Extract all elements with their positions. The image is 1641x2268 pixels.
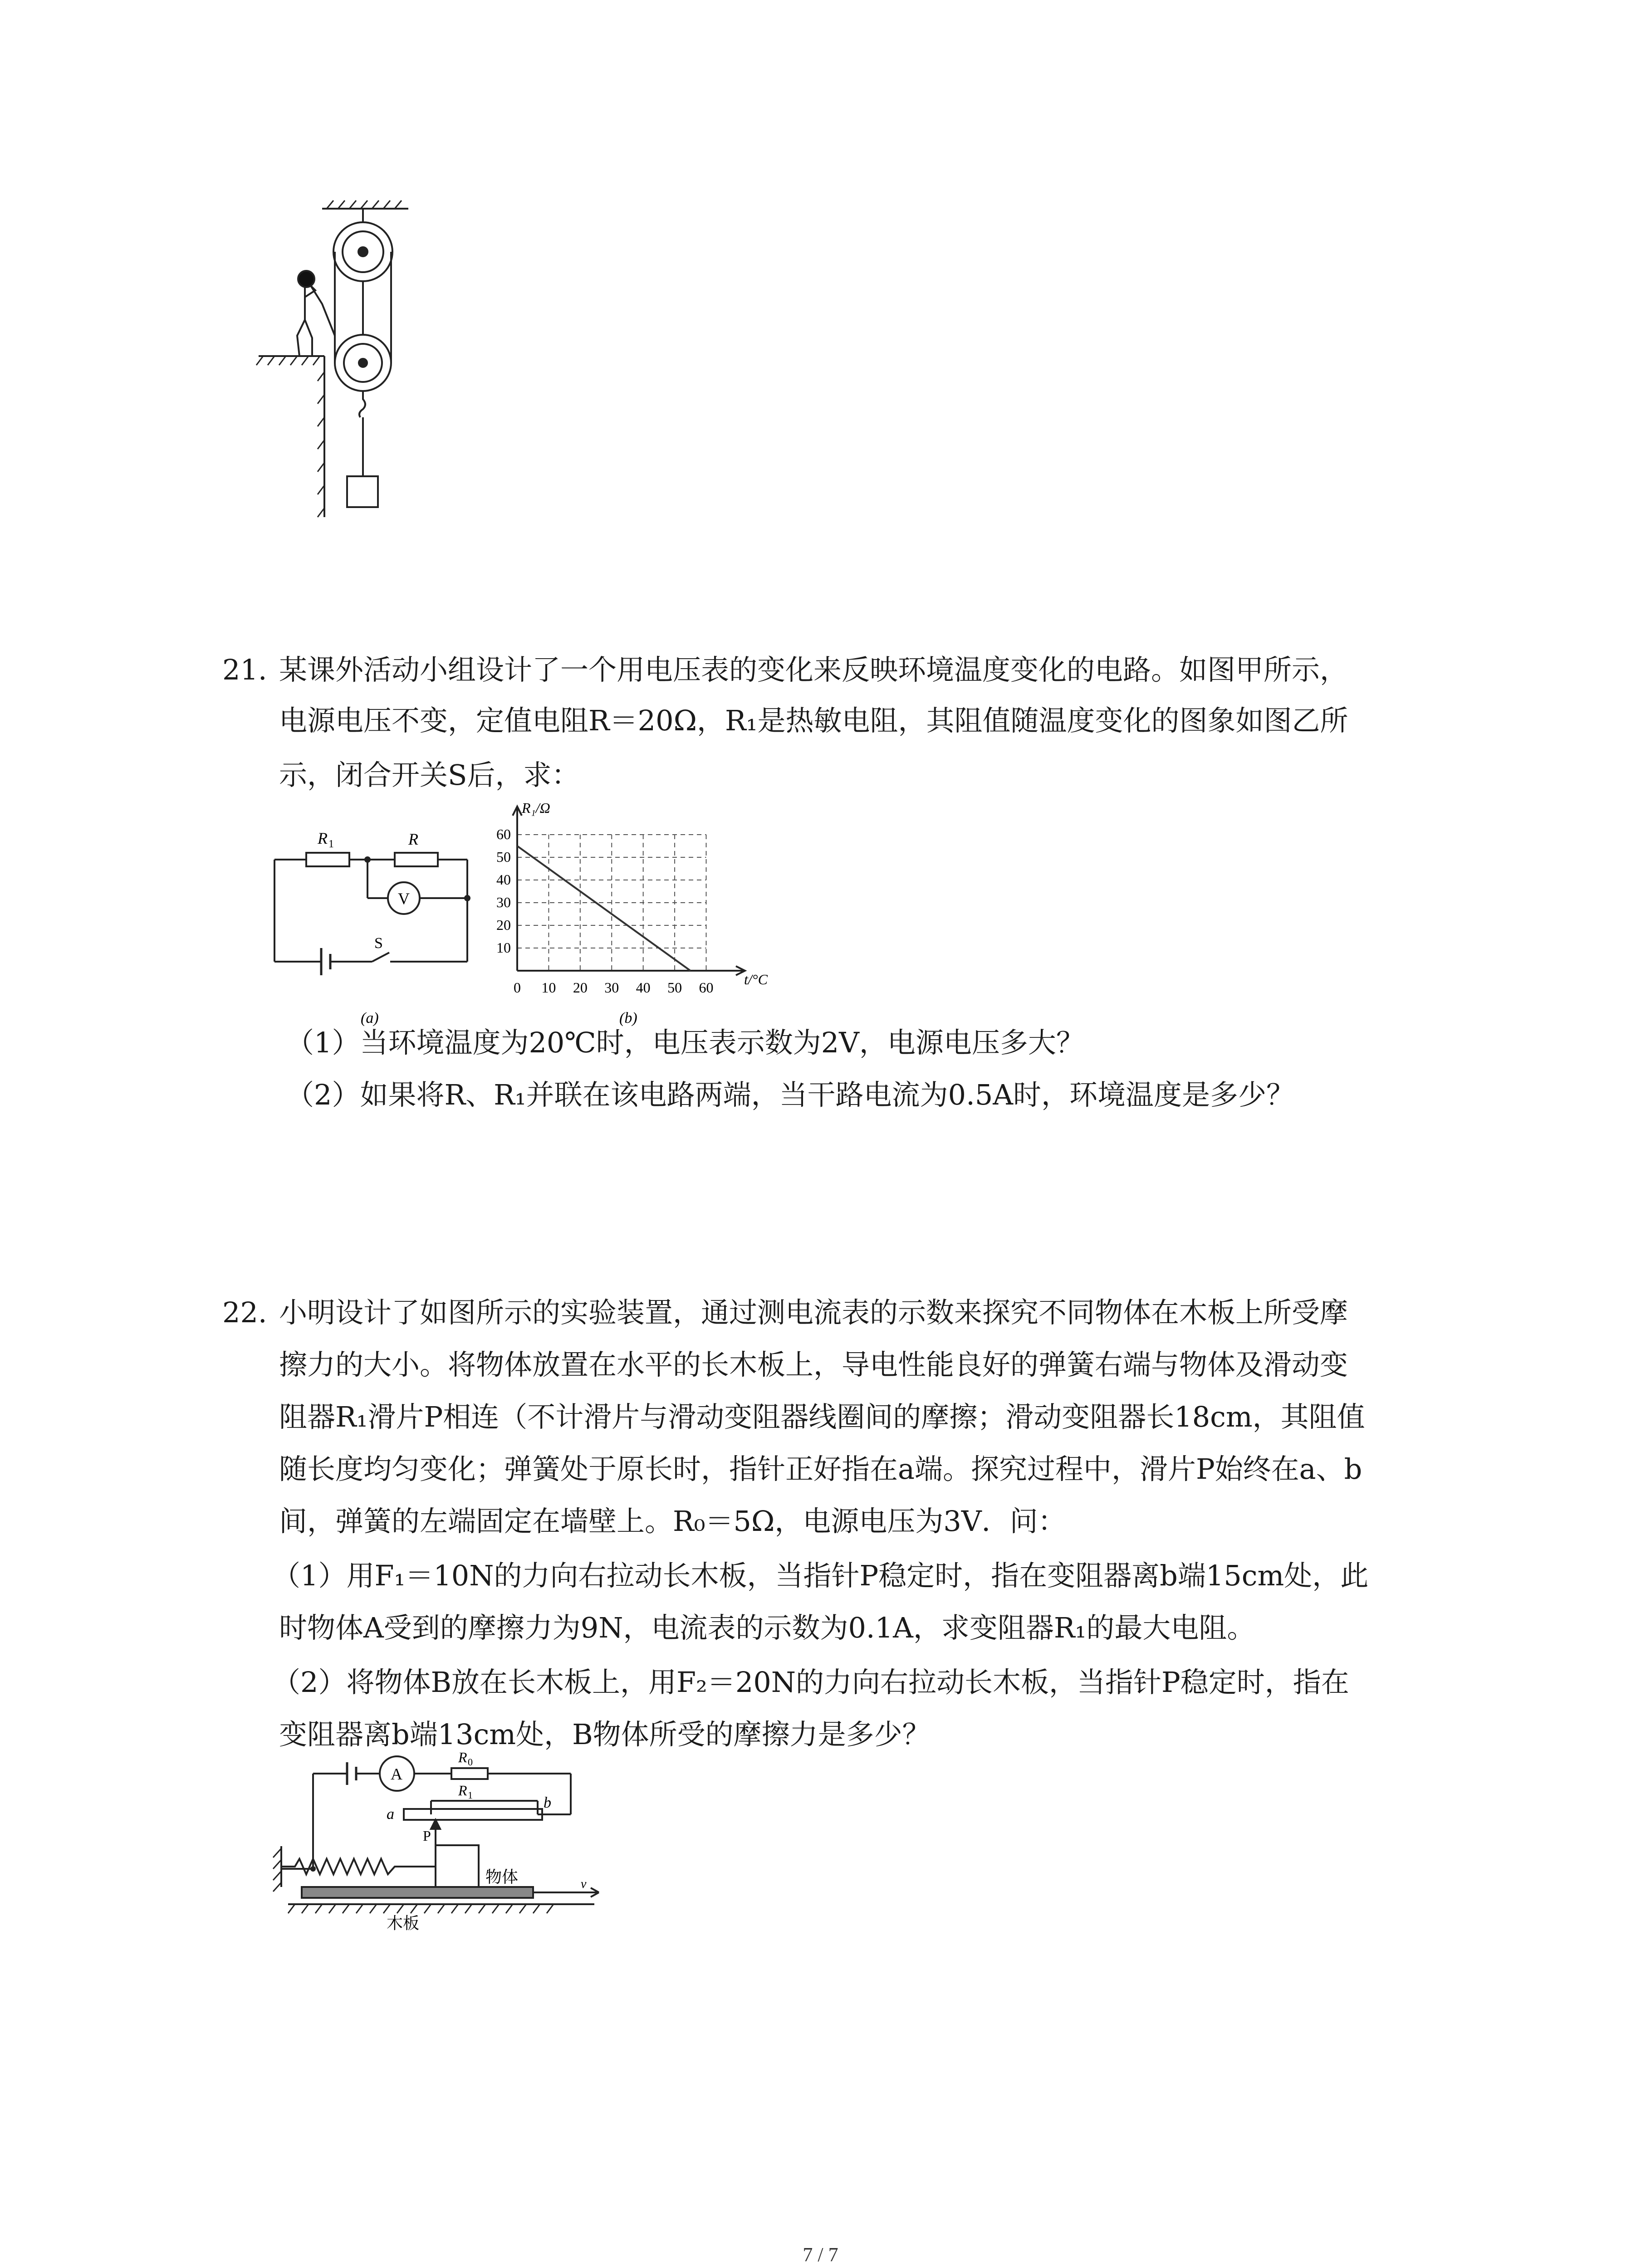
question-21-sub-2: （2）如果将R、R₁并联在该电路两端，当干路电流为0.5A时，环境温度是多少？ — [286, 1078, 1295, 1111]
chart21-x-tick-40: 40 — [636, 979, 651, 996]
question-22-sub-2-line-1: （2）将物体B放在长木板上，用F₂＝20N的力向右拉动长木板，当指针P稳定时，指在 — [272, 1666, 1349, 1699]
question-22-line-3: 阻器R₁滑片P相连（不计滑片与滑动变阻器线圈间的摩擦；滑动变阻器长18cm，其阻值 — [279, 1400, 1365, 1433]
chart21-x-tick-20: 20 — [573, 979, 588, 996]
fig22-label-r1: R — [458, 1782, 467, 1799]
question-22-sub-2-line-2: 变阻器离b端13cm处，B物体所受的摩擦力是多少？ — [279, 1718, 931, 1751]
question-21-number: 21. — [222, 653, 267, 686]
fig21a-label-r1: R — [318, 829, 328, 847]
question-21-line-3: 示，闭合开关S后，求： — [279, 758, 580, 792]
fig21a-label-r1-sub: 1 — [328, 838, 334, 850]
chart21-x-tick-60: 60 — [699, 979, 714, 996]
question-22-sub-1-line-2: 时物体A受到的摩擦力为9N，电流表的示数为0.1A，求变阻器R₁的最大电阻。 — [279, 1611, 1255, 1644]
chart21-y-tick-40: 40 — [496, 871, 511, 888]
chart21-y-axis-label: R₁/Ω — [522, 800, 550, 816]
fig22-label-p: P — [423, 1828, 431, 1844]
figure-21b-chart — [490, 794, 808, 1030]
fig22-label-b: b — [544, 1794, 551, 1811]
chart21-x-tick-50: 50 — [667, 979, 682, 996]
fig22-label-board: 木板 — [387, 1914, 420, 1932]
fig22-label-a: a — [387, 1806, 394, 1823]
question-22-line-1: 小明设计了如图所示的实验装置，通过测电流表的示数来探究不同物体在木板上所受摩 — [279, 1296, 1348, 1329]
question-22-number: 22. — [222, 1296, 267, 1329]
fig22-ammeter-label: A — [391, 1765, 402, 1783]
chart21-x-tick-0: 0 — [514, 979, 521, 996]
figure-21a-circuit — [268, 816, 481, 1030]
question-22-line-2: 擦力的大小。将物体放置在水平的长木板上，导电性能良好的弹簧右端与物体及滑动变 — [279, 1348, 1348, 1381]
page-number: 7 / 7 — [803, 2244, 838, 2266]
chart21-y-tick-10: 10 — [496, 939, 511, 956]
question-22-sub-1-line-1: （1）用F₁＝10N的力向右拉动长木板，当指针P稳定时，指在变阻器离b端15cm处，此 — [272, 1559, 1369, 1592]
question-21-sub-1: （1）当环境温度为20℃时，电压表示数为2V，电源电压多大？ — [286, 1026, 1084, 1059]
fig21a-label-v: V — [398, 890, 410, 908]
fig21b-caption: (b) — [619, 1010, 637, 1026]
chart21-x-tick-30: 30 — [604, 979, 619, 996]
question-21-line-2: 电源电压不变，定值电阻R＝20Ω，R₁是热敏电阻，其阻值随温度变化的图象如图乙所 — [279, 704, 1348, 737]
fig22-label-r1-sub: 1 — [468, 1789, 473, 1801]
fig21a-label-s: S — [374, 935, 383, 952]
fig22-label-object: 物体 — [485, 1868, 519, 1887]
chart21-y-tick-60: 60 — [496, 826, 511, 842]
fig22-label-v: v — [581, 1877, 587, 1891]
question-22-line-4: 随长度均匀变化；弹簧处于原长时，指针正好指在a端。探究过程中，滑片P始终在a、b — [279, 1452, 1362, 1486]
chart21-x-tick-10: 10 — [541, 979, 556, 996]
chart21-x-axis-label: t/°C — [744, 971, 768, 987]
chart21-y-tick-30: 30 — [496, 894, 511, 910]
question-22-line-5: 间，弹簧的左端固定在墙壁上。R₀＝5Ω，电源电压为3V．问： — [279, 1505, 1066, 1538]
fig22-label-r0-sub: 0 — [468, 1756, 473, 1768]
fig21a-caption: (a) — [361, 1010, 379, 1026]
fig21a-label-r: R — [408, 830, 418, 848]
figure-22-apparatus — [268, 1746, 622, 1932]
fig22-label-r0: R — [458, 1749, 467, 1765]
chart21-series-0 — [517, 846, 691, 971]
pulley-figure — [254, 200, 445, 526]
chart21-y-tick-50: 50 — [496, 849, 511, 865]
chart21-y-tick-20: 20 — [496, 917, 511, 933]
question-21-line-1: 某课外活动小组设计了一个用电压表的变化来反映环境温度变化的电路。如图甲所示， — [279, 653, 1348, 686]
